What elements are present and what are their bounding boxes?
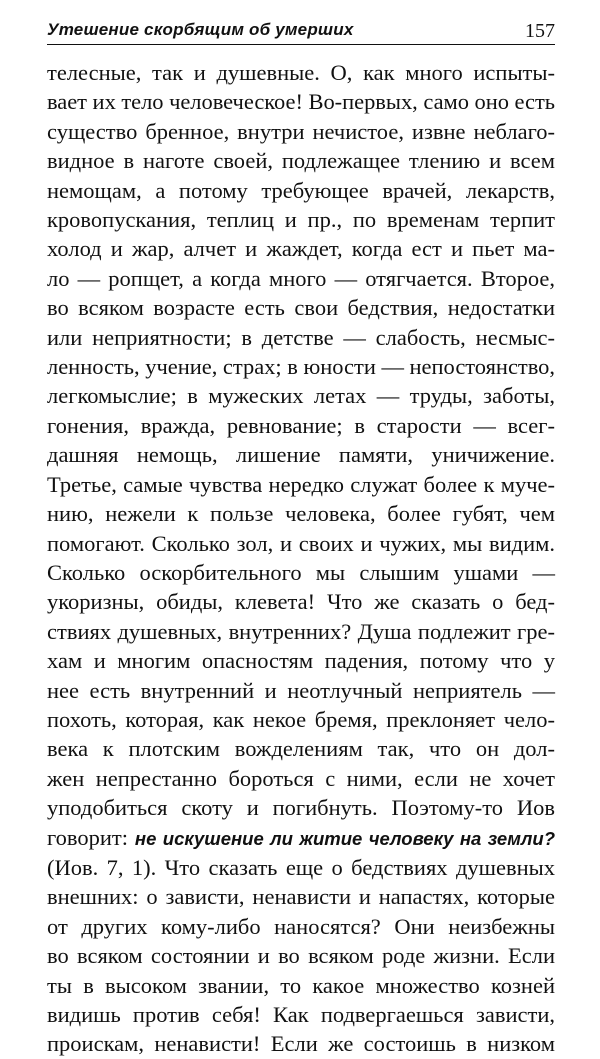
text-line: дашняя немощь, лишение памяти, уничижение. [47, 442, 555, 468]
text-line-prefix: говорит: [47, 824, 135, 850]
text-line: кровопускания, теплиц и пр., по временам терпит [47, 207, 555, 233]
text-line: хам и многим опасностям падения, потому что у [47, 648, 555, 674]
text-line: видишь против себя! Как подвергаешься зависти, [47, 1002, 555, 1027]
text-line: существо бренное, внутри нечистое, извне неблаго- [47, 118, 555, 144]
text-line: ствиях душевных, внутренних? Душа подлежит гре- [47, 618, 555, 644]
text-line: Третье, самые чувства нередко служат более к муче- [47, 471, 555, 497]
text-line: или неприятности; в детстве — слабость, несмыс- [47, 324, 555, 350]
text-line: ты в высоком звании, то какое множество козней [47, 972, 555, 998]
body-text [47, 58, 555, 1059]
text-line: немощам, а потому требующее врачей, лекарств, [47, 177, 555, 203]
text-line: телесные, так и душевные. О, как много испыты- [47, 60, 555, 85]
text-line: ло — ропщет, а когда много — отягчается. Второе, [47, 265, 555, 291]
text-line: Сколько оскорбительного мы слышим ушами — [47, 559, 555, 585]
text-line: внешних: о зависти, ненависти и напастях, которые [47, 884, 555, 910]
text-line: гонения, вражда, ревнование; в старости — всег- [47, 412, 555, 438]
text-line: во всяком состоянии и во всяком роде жизни. Если [47, 943, 555, 969]
text-line: вает их тело человеческое! Во-первых, само оно есть [47, 89, 555, 115]
text-line: помогают. Сколько зол, и своих и чужих, мы видим. [47, 530, 555, 556]
text-line: уподобиться скоту и погибнуть. Поэтому-то Иов [47, 795, 555, 821]
text-line: жен непрестанно бороться с ними, если не хочет [47, 765, 555, 791]
text-line: легкомыслие; в мужеских летах — труды, заботы, [47, 383, 555, 409]
text-line-with-quote [47, 823, 555, 853]
text-line: холод и жар, алчет и жаждет, когда ест и пьет ма- [47, 236, 555, 262]
text-line: (Иов. 7, 1). Что сказать еще о бедствиях душевных [47, 854, 555, 880]
text-line: от других кому-либо наносятся? Они неизбежны [47, 913, 555, 939]
page-number: 157 [525, 20, 555, 42]
text-line: ленность, учение, страх; в юности — непостоянство, [47, 354, 556, 380]
text-line: укоризны, обиды, клевета! Что же сказать о бед- [47, 589, 555, 615]
scripture-quote: не искушение ли житие человеку на земли? [134, 827, 556, 849]
text-line: нию, нежели к пользе человека, более губят, чем [47, 501, 555, 527]
running-title: Утешение скорбящим об умерших [47, 20, 354, 39]
text-line: во всяком возрасте есть свои бедствия, недостатки [47, 295, 555, 321]
text-line: века к плотским вожделениям так, что он дол- [47, 736, 555, 762]
running-header [47, 20, 555, 45]
text-line: проискам, ненависти! Если же состоишь в низком [47, 1031, 555, 1057]
text-line: похоть, которая, как некое бремя, преклоняет чело- [47, 706, 555, 732]
text-line: нее есть внутренний и неотлучный неприятель — [47, 677, 555, 703]
text-line: видное в наготе своей, подлежащее тлению и всем [47, 148, 555, 174]
